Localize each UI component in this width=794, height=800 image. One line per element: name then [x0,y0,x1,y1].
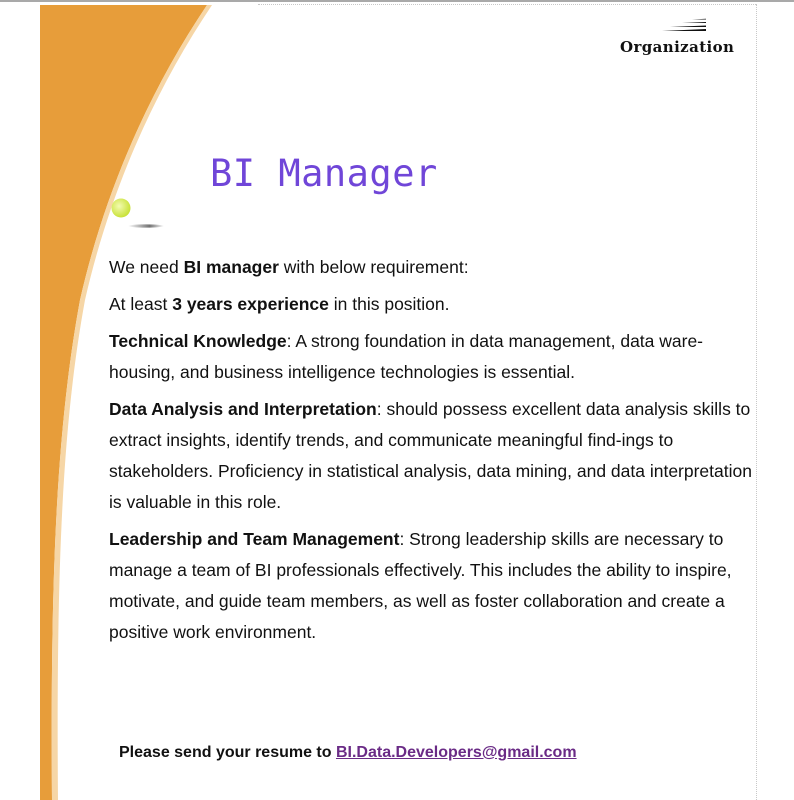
paragraph-intro: We need BI manager with below requirement: [109,257,469,277]
paragraph-data-analysis: Data Analysis and Interpretation: should possess excellent data analysis skills to extract insights, identify trends, and communicate meaningful find-ings to stakeholders. Proficiency in statistical analysis, data mining, and data interpretation is valuable in this role. [109,399,752,512]
paragraph-experience: At least 3 years experience in this position. [109,294,450,314]
paragraph-technical-knowledge: Technical Knowledge: A strong foundation in data management, data ware-housing, and business intelligence technologies is essential. [109,331,704,382]
job-description [109,252,759,654]
organization-logo [618,18,748,58]
page-title: BI Manager [210,152,438,195]
resume-instruction: Please send your resume to BI.Data.Developers@gmail.com [119,744,577,761]
page-edge-top [258,4,756,5]
paragraph-leadership: Leadership and Team Management: Strong leadership skills are necessary to manage a team of BI professionals effectively. This includes the ability to inspire, motivate, and guide team members, as well as foster collaboration and create a positive work environment. [109,529,732,642]
stacked-lines-logo-icon [662,18,706,32]
green-ball-bullet-icon [108,196,168,232]
email-link[interactable]: BI.Data.Developers@gmail.com [335,744,577,761]
logo-text: Organization [620,38,735,56]
